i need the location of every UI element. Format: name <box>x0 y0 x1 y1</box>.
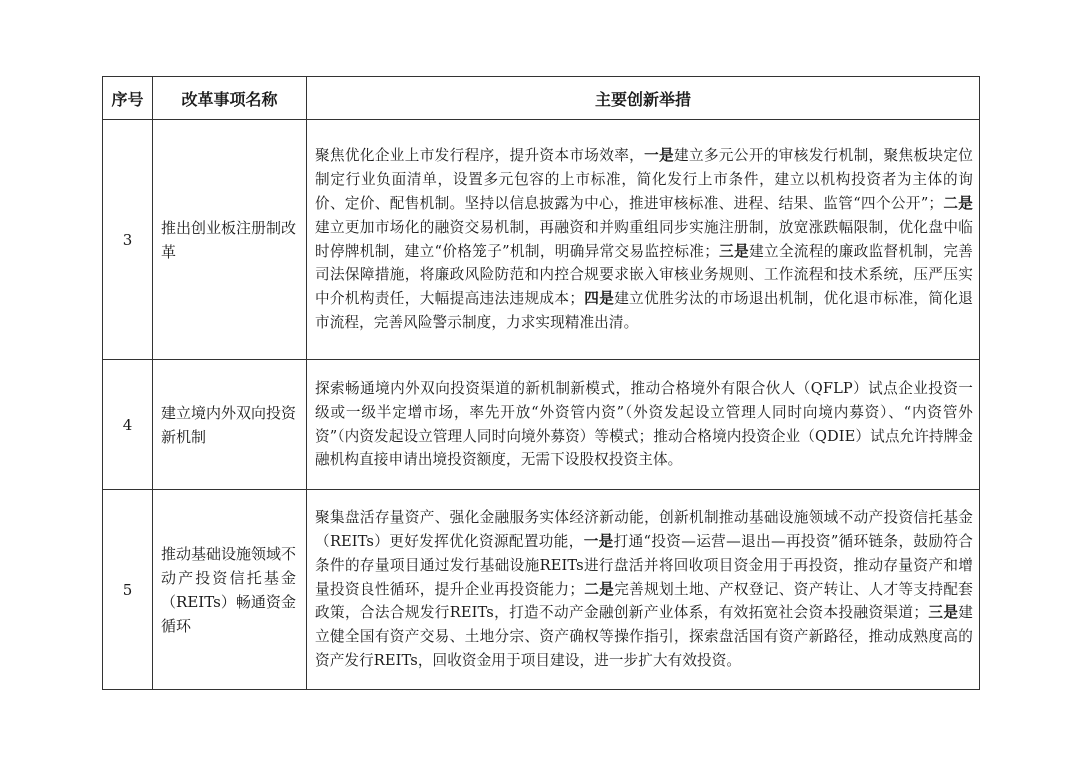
measures-text: 建立健全国有资产交易、土地分宗、资产确权等操作指引，探索盘活国有资产新路径，推动成熟度高的资产发行REITs，回收资金用于项目建设，进一步扩大有效投资。 <box>315 604 973 669</box>
measure-keyword: 四是 <box>584 290 615 308</box>
measures-text: 建立全流程的廉政监督机制，完善司法保障措施，将廉政风险防范和内控合规要求嵌入审核业务规则、工作流程和技术系统，压严压实中介机构责任，大幅提高违法违规成本； <box>315 242 973 308</box>
reform-name: 推出创业板注册制改革 <box>153 120 307 360</box>
measures-text: 打通“投资—运营—退出—再投资”循环链条，鼓励符合条件的存量项目通过发行基础设施REITs进行盘活并将回收项目资金用于再投资，推动存量资产和增量投资良性循环，提升企业再投资能力； <box>315 533 973 598</box>
table-header-row <box>103 77 980 120</box>
measure-keyword: 二是 <box>584 580 615 598</box>
measure-keyword: 一是 <box>644 147 675 165</box>
table-row <box>103 120 980 360</box>
measure-keyword: 二是 <box>943 194 973 212</box>
measure-keyword: 三是 <box>928 604 959 622</box>
header-name: 改革事项名称 <box>153 77 307 120</box>
reform-measures <box>307 490 980 690</box>
measures-text: 探索畅通境内外双向投资渠道的新机制新模式，推动合格境外有限合伙人（QFLP）试点企业投资一级或一级半定增市场，率先开放“外资管内资”（外资发起设立管理人同时向境内募资）、“内资管外资”（内资发起设立管理人同时向境外募资）等模式；推动合格境内投资企业（QDIE）试点允许持牌金融机构直接申请出境投资额度，无需下设股权投资主体。 <box>315 379 973 469</box>
reform-name: 推动基础设施领域不动产投资信托基金（REITs）畅通资金循环 <box>153 490 307 690</box>
measures-text: 完善规划土地、产权登记、资产转让、人才等支持配套政策，合法合规发行REITs，打造不动产金融创新产业体系，有效拓宽社会资本投融资渠道； <box>315 580 973 622</box>
header-no: 序号 <box>103 77 153 120</box>
table-row <box>103 360 980 490</box>
reform-measures <box>307 360 980 490</box>
reform-name: 建立境内外双向投资新机制 <box>153 360 307 490</box>
row-number: 5 <box>103 490 153 690</box>
measures-text: 建立更加市场化的融资交易机制，再融资和并购重组同步实施注册制，放宽涨跌幅限制，优化盘中临时停牌机制，建立“价格笼子”机制，明确异常交易监控标准； <box>315 218 973 260</box>
row-number: 3 <box>103 120 153 360</box>
reform-table <box>102 76 980 690</box>
reform-measures <box>307 120 980 360</box>
measure-keyword: 三是 <box>718 242 750 260</box>
table-row <box>103 490 980 690</box>
measure-keyword: 一是 <box>583 533 614 550</box>
measures-text: 建立多元公开的审核发行机制，聚焦板块定位制定行业负面清单，设置多元包容的上市标准，简化发行上市条件，建立以机构投资者为主体的询价、定价、配售机制。坚持以信息披露为中心，推进审核标准、进程、结果、监管“四个公开”； <box>315 147 973 212</box>
measures-text: 聚集盘活存量资产、强化金融服务实体经济新动能，创新机制推动基础设施领域不动产投资信托基金（REITs）更好发挥优化资源配置功能， <box>315 509 973 550</box>
measures-text: 聚焦优化企业上市发行程序，提升资本市场效率， <box>315 147 645 165</box>
header-measures: 主要创新举措 <box>307 77 980 120</box>
measures-text: 建立优胜劣汰的市场退出机制，优化退市标准，简化退市流程，完善风险警示制度，力求实现精准出清。 <box>315 290 973 331</box>
row-number: 4 <box>103 360 153 490</box>
